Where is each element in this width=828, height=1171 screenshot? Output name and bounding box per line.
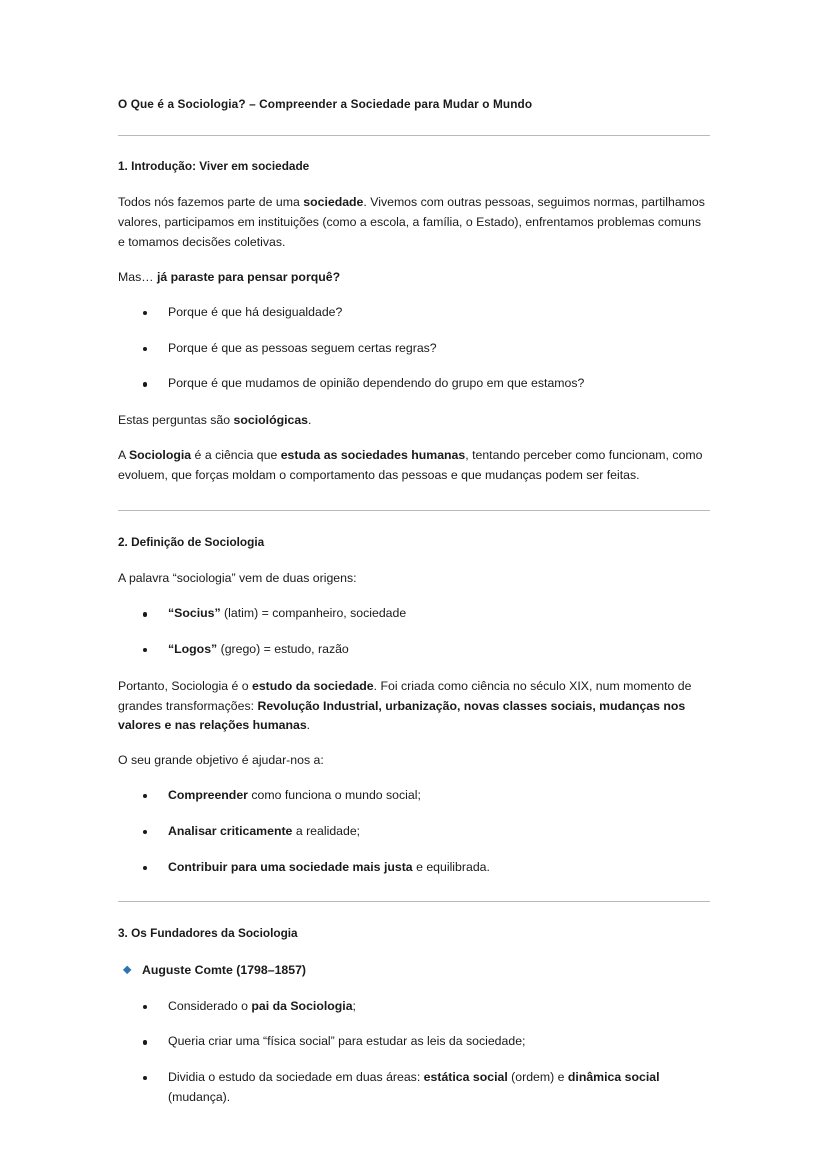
- bold-run: “Socius”: [168, 606, 221, 621]
- text-run: .: [306, 718, 311, 733]
- list-item: [118, 997, 710, 1017]
- text-run: ;: [352, 998, 356, 1013]
- list-item: [118, 1032, 710, 1052]
- section-divider-3: [118, 901, 710, 902]
- page-title: O Que é a Sociologia? – Compreender a Sociedade para Mudar o Mundo: [118, 97, 533, 111]
- text-run: como funciona o mundo social;: [247, 788, 421, 803]
- section-2-paragraph-2: [118, 677, 710, 737]
- bold-run: Sociologia: [128, 447, 192, 462]
- section-2-heading: 2. Definição de Sociologia: [118, 534, 265, 549]
- list-item: [118, 822, 710, 842]
- bold-run: sociológicas: [233, 413, 309, 428]
- text-run: . Vivemos com outras pessoas, seguimos normas, partilhamos valores, participamos em instituições (como a escola, a família, o Estado), enfrentamos problemas comuns e tomamos decisões coletivas.: [118, 195, 705, 250]
- section-1-paragraph-2: [118, 268, 710, 288]
- list-item: [118, 1068, 710, 1107]
- text-run: (grego) = estudo, razão: [217, 642, 349, 656]
- bold-run: estudo da sociedade: [252, 678, 374, 693]
- section-2-paragraph-3: O seu grande objetivo é ajudar-nos a:: [118, 753, 324, 768]
- section-2-paragraph-1: A palavra “sociologia” vem de duas origens:: [118, 571, 357, 586]
- text-run: A: [118, 447, 129, 462]
- origins-list: [118, 604, 710, 659]
- list-item: Porque é que há desigualdade?: [118, 303, 710, 323]
- bold-run: estática social: [423, 1070, 508, 1085]
- diamond-bullet-icon: [123, 966, 132, 975]
- list-item: [118, 786, 710, 806]
- section-3-heading: 3. Os Fundadores da Sociologia: [118, 926, 298, 941]
- text-run: e equilibrada.: [412, 859, 490, 874]
- section-definicao: [118, 534, 710, 878]
- text-run: é a ciência que: [191, 447, 281, 462]
- section-1-paragraph-1: [118, 193, 710, 253]
- list-item: [118, 604, 710, 624]
- text-run: Estas perguntas são: [118, 413, 234, 428]
- text-run: . Foi criada como ciência no século XIX, num momento de grandes transformações:: [118, 678, 692, 713]
- founder-label: Auguste Comte (1798–1857): [142, 963, 307, 977]
- text-run: , tentando perceber como funcionam, como evoluem, que forças moldam o comportamento das pessoas e que mudanças podem ser feitas.: [118, 447, 703, 482]
- section-divider-1: [118, 135, 710, 136]
- bold-run: dinâmica social: [567, 1070, 660, 1085]
- bold-run: sociedade: [303, 195, 364, 210]
- bold-run: Contribuir para uma sociedade mais justa: [168, 859, 413, 874]
- bold-run: Revolução Industrial, urbanização, novas classes sociais, mudanças nos valores e nas relações humanas: [118, 698, 686, 733]
- text-run: Considerado o: [168, 998, 252, 1013]
- text-run: (ordem) e: [507, 1070, 568, 1085]
- section-divider-2: [118, 510, 710, 511]
- section-1-heading: 1. Introdução: Viver em sociedade: [118, 158, 310, 173]
- text-run: Todos nós fazemos parte de uma: [118, 195, 304, 210]
- list-item: [118, 858, 710, 878]
- bold-run: Analisar criticamente: [168, 823, 293, 838]
- bold-run: Compreender: [168, 788, 248, 803]
- text-run: Mas…: [118, 270, 157, 285]
- objectives-list: [118, 786, 710, 877]
- bold-run: pai da Sociologia: [251, 998, 353, 1013]
- list-item: [118, 640, 710, 660]
- section-1-paragraph-3: [118, 411, 710, 431]
- bold-run: “Logos”: [168, 642, 218, 656]
- section-1-paragraph-4: [118, 446, 710, 486]
- list-item: Porque é que mudamos de opinião dependendo do grupo em que estamos?: [118, 374, 710, 394]
- text-run: Dividia o estudo da sociedade em duas áreas:: [168, 1070, 424, 1085]
- founder-entry-auguste-comte: [118, 961, 710, 981]
- bold-run: estuda as sociedades humanas: [280, 447, 466, 462]
- list-item: Porque é que as pessoas seguem certas regras?: [118, 339, 710, 359]
- text-run: Queria criar uma “física social” para estudar as leis da sociedade;: [168, 1034, 526, 1049]
- founder-points-list: [118, 997, 710, 1108]
- text-run: .: [308, 413, 312, 428]
- text-run: (mudança).: [168, 1089, 231, 1104]
- section-fundadores: [118, 925, 710, 1107]
- text-run: (latim) = companheiro, sociedade: [220, 606, 407, 621]
- text-run: a realidade;: [292, 823, 361, 838]
- bold-run: já paraste para pensar porquê?: [156, 270, 341, 285]
- section-introducao: [118, 158, 710, 486]
- text-run: Portanto, Sociologia é o: [118, 678, 252, 693]
- question-list: [118, 303, 710, 394]
